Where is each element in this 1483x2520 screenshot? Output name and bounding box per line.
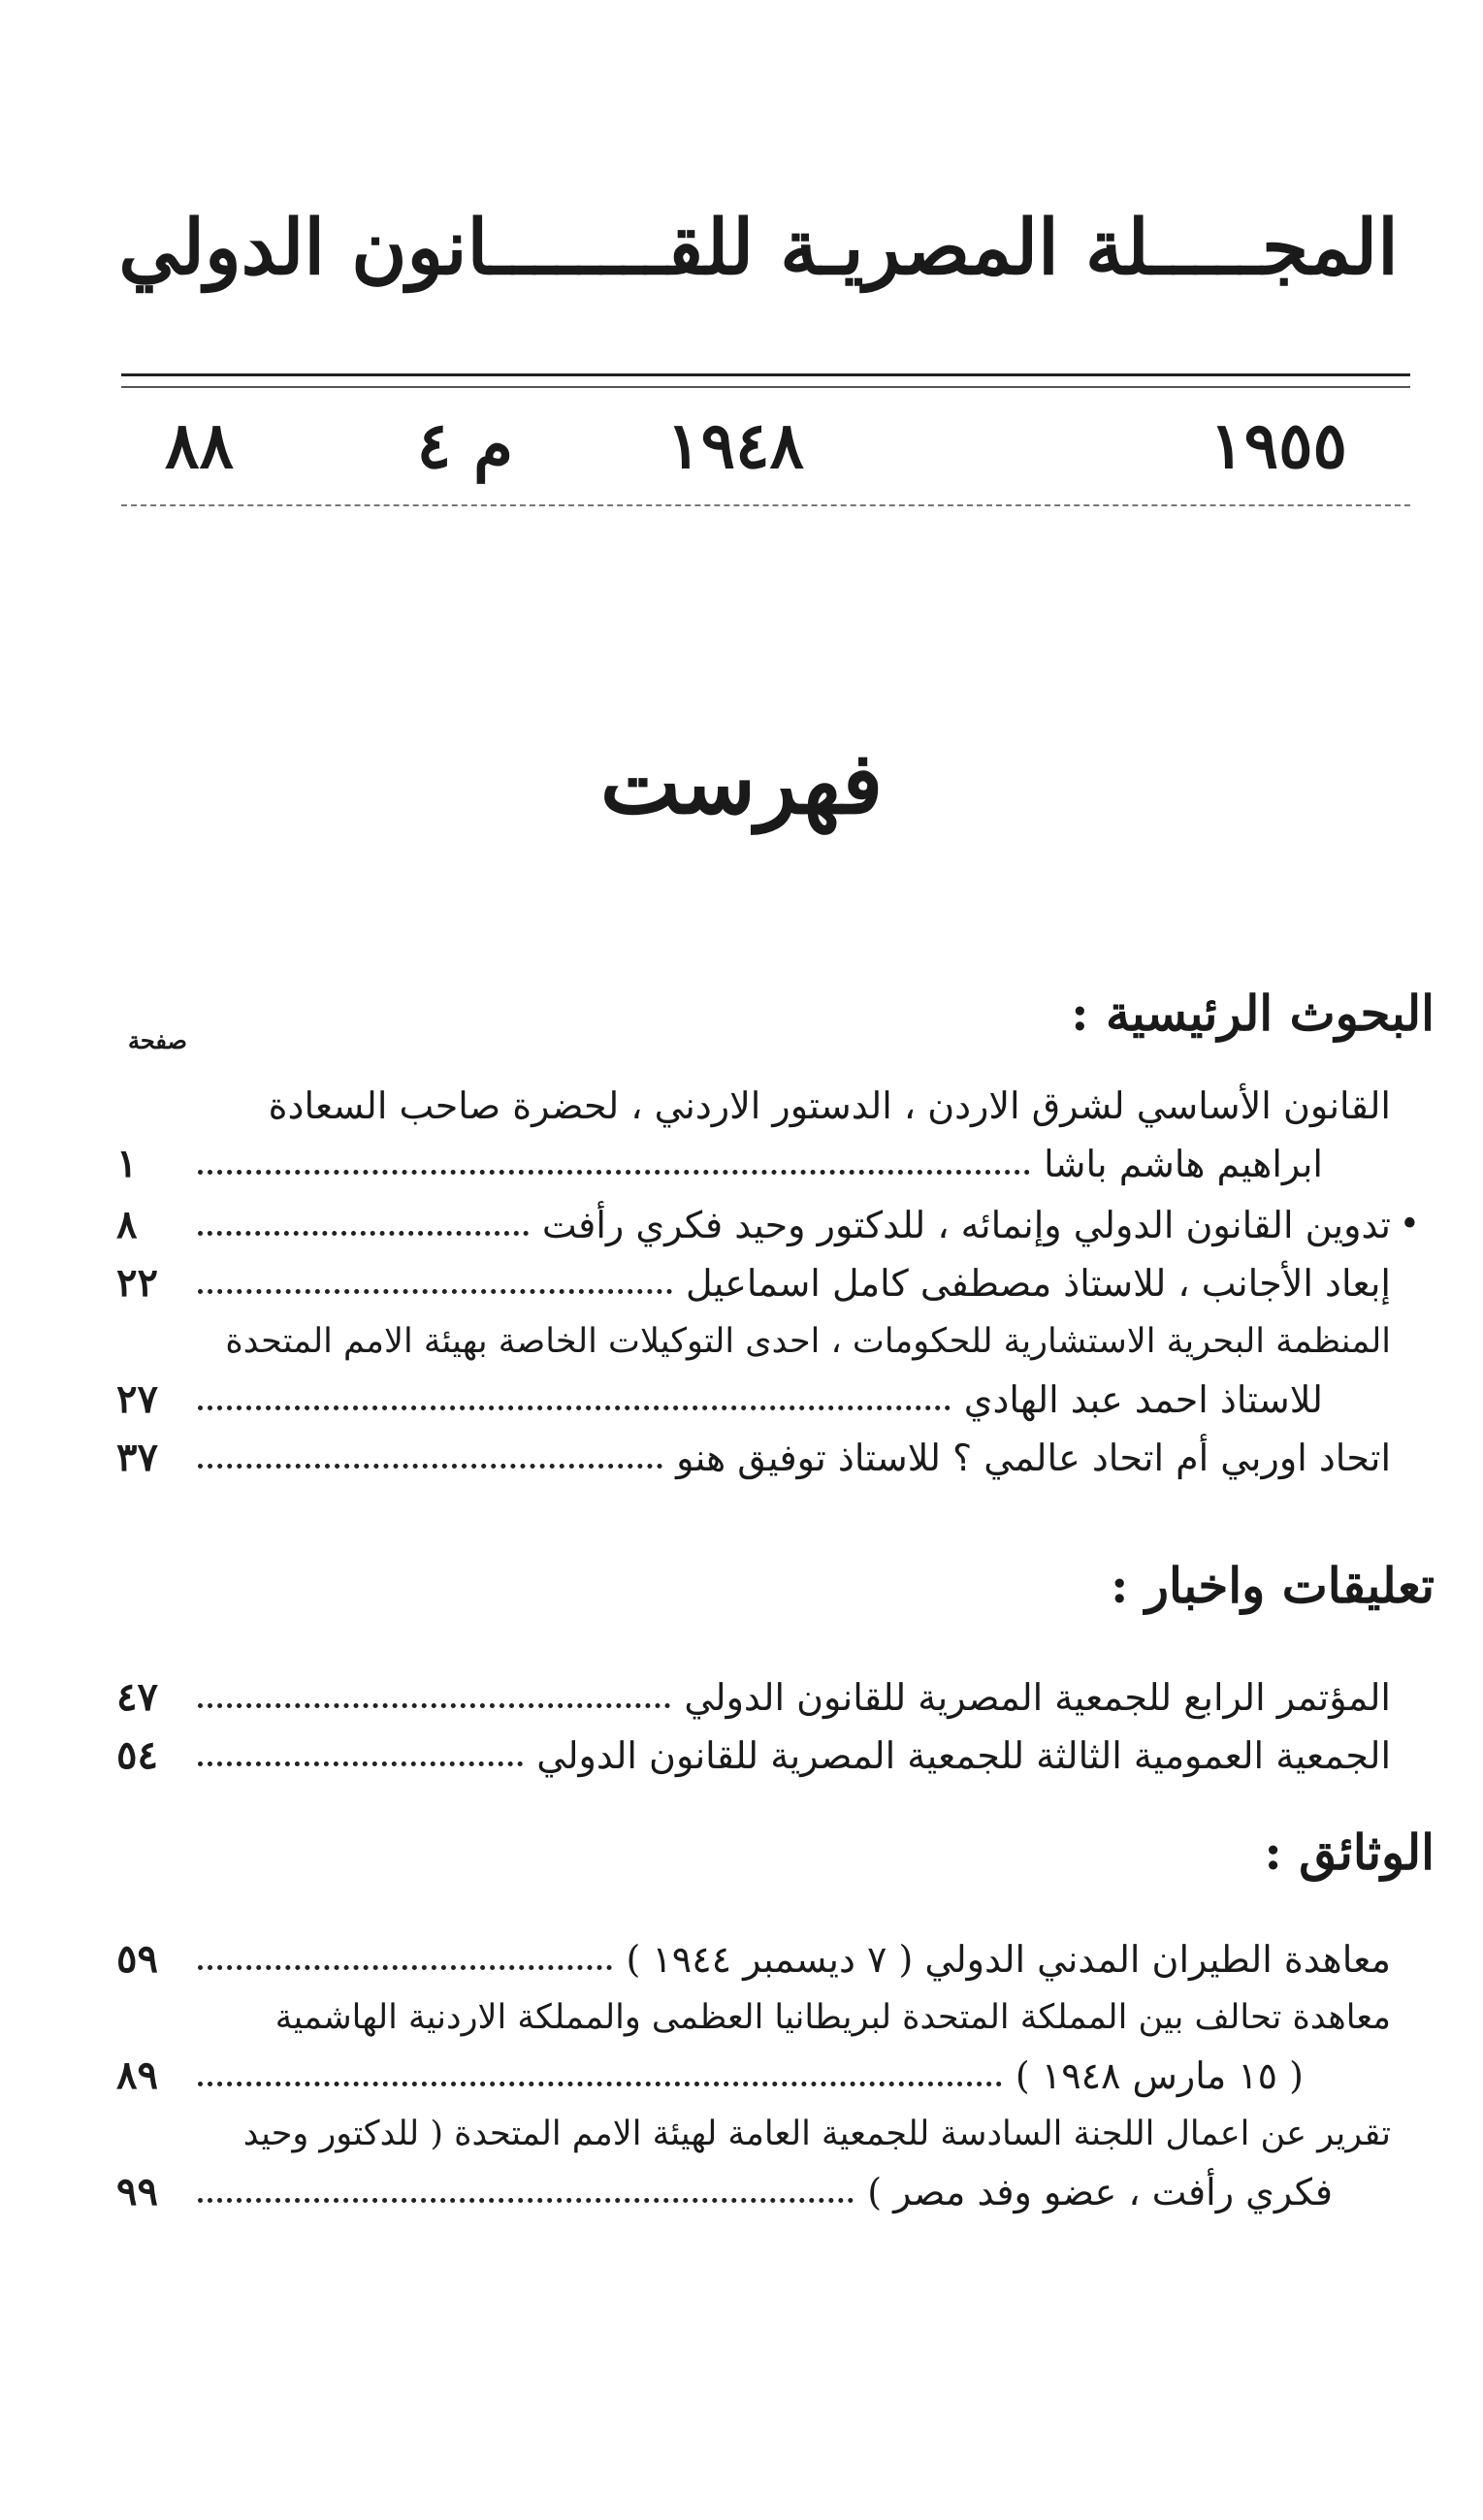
toc-entry-final-line <box>116 1254 1391 1312</box>
dot-leader <box>198 1703 670 1708</box>
toc-entry-text: فكري رأفت ، عضو وفد مصر ) <box>867 2171 1333 2213</box>
toc-entry <box>116 2105 1391 2221</box>
toc-entry-page: ٩٩ <box>116 2169 158 2214</box>
issue-number: ١٩٥٥ <box>1209 407 1347 483</box>
toc-entry-final-line <box>116 1429 1391 1487</box>
toc-entry-text: اتحاد اوربي أم اتحاد عالمي ؟ للاستاذ توفيق هنو <box>676 1437 1391 1479</box>
toc-entry-line: معاهدة تحالف بين المملكة المتحدة لبريطانيا العظمى والمملكة الاردنية الهاشمية <box>274 1998 1391 2037</box>
toc-entry-page: ٥٩ <box>116 1936 158 1982</box>
page-heading: فهرست <box>599 732 884 833</box>
toc-entry-text: ( ١٥ مارس ١٩٤٨ ) <box>1015 2054 1304 2097</box>
toc-entry-final-line <box>116 1371 1391 1429</box>
toc-entry <box>116 1930 1391 1988</box>
dot-leader <box>198 1405 951 1410</box>
toc-entry-final-line <box>116 2047 1391 2105</box>
toc-entry <box>116 1312 1391 1429</box>
toc-entry-final-line <box>116 2163 1391 2221</box>
dot-leader <box>198 1464 662 1469</box>
toc-entry <box>116 1429 1391 1487</box>
toc-entry-text: الجمعية العمومية الثالثة للجمعية المصرية للقانون الدولي <box>536 1734 1391 1777</box>
toc-entry-final-line <box>116 1930 1391 1988</box>
issue-year: ١٩٤٨ <box>666 407 804 483</box>
toc-entry-page: ٥٤ <box>116 1732 158 1778</box>
toc-entry-text: معاهدة الطيران المدني الدولي ( ٧ ديسمبر ١٩٤٤ ) <box>626 1938 1391 1981</box>
journal-title: المجـــــلة المصريـة للقــــــــانون الدولي <box>118 203 1399 292</box>
header-rule-top <box>121 373 1410 376</box>
toc-entry <box>116 1254 1391 1312</box>
toc-entry-text: إبعاد الأجانب ، للاستاذ مصطفى كامل اسماعيل <box>686 1262 1391 1305</box>
header-rule-top-2 <box>121 386 1410 388</box>
issue-volume: م ٤ <box>416 407 513 483</box>
dot-leader <box>198 2082 1002 2086</box>
section-title-documents: الوثائق : <box>1264 1824 1435 1881</box>
toc-entry-page: ٨ <box>116 1202 138 1247</box>
toc-entry <box>116 1988 1391 2105</box>
toc-entry-page: ٣٧ <box>116 1435 158 1480</box>
toc-entry-text: ابراهيم هاشم باشا <box>1044 1143 1323 1185</box>
toc-entry-final-line <box>116 1135 1391 1193</box>
toc-entry-text: تدوين القانون الدولي وإنمائه ، للدكتور وحيد فكري رأفت <box>541 1204 1391 1246</box>
dot-leader <box>198 2198 854 2203</box>
page-column-label: صفحة <box>128 1026 187 1054</box>
section-title-main-research: البحوث الرئيسية : <box>1071 985 1435 1042</box>
section-title-comments-news: تعليقات واخبار : <box>1111 1557 1435 1614</box>
toc-entry-page: ١ <box>116 1141 138 1186</box>
dot-leader <box>198 1231 529 1236</box>
toc-entry <box>116 1727 1391 1785</box>
toc-entry <box>116 1077 1391 1193</box>
toc-entry-text: المؤتمر الرابع للجمعية المصرية للقانون الدولي <box>684 1676 1391 1719</box>
dot-leader <box>198 1170 1030 1175</box>
toc-entry-line: القانون الأساسي لشرق الاردن ، الدستور الاردني ، لحضرة صاحب السعادة <box>268 1084 1391 1127</box>
bullet-mark: • <box>1399 1205 1420 1244</box>
toc-entry-line: تقرير عن اعمال اللجنة السادسة للجمعية العامة لهيئة الامم المتحدة ( للدكتور وحيد <box>242 2115 1391 2153</box>
toc-entry-page: ٢٢ <box>116 1260 158 1306</box>
dot-leader <box>198 1289 672 1294</box>
toc-entry-page: ٤٧ <box>116 1674 158 1720</box>
toc-entry <box>116 1668 1391 1727</box>
toc-entry-final-line <box>116 1668 1391 1727</box>
toc-entry-line: المنظمة البحرية الاستشارية للحكومات ، احدى التوكيلات الخاصة بهيئة الامم المتحدة <box>225 1322 1391 1361</box>
dot-leader <box>198 1761 523 1766</box>
dot-leader <box>198 1965 612 1970</box>
toc-entry-final-line <box>116 1727 1391 1785</box>
toc-entry-final-line <box>116 1196 1391 1254</box>
toc-entry-text: للاستاذ احمد عبد الهادي <box>963 1378 1323 1421</box>
toc-entry-page: ٨٩ <box>116 2052 158 2098</box>
page-number: ٨٨ <box>165 407 234 483</box>
toc-entry <box>116 1196 1420 1254</box>
issue-line <box>165 407 1347 485</box>
header-rule-bottom <box>121 504 1410 506</box>
toc-entry-page: ٢٧ <box>116 1376 158 1422</box>
